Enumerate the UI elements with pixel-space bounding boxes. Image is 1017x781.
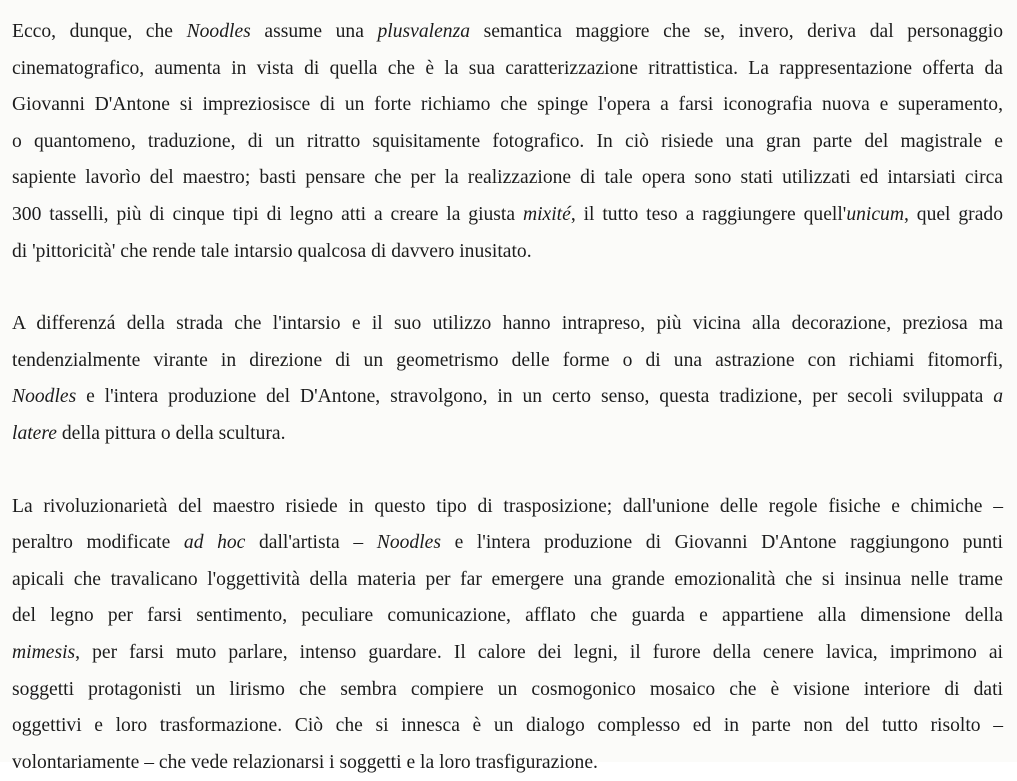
text-line: [12, 745, 1003, 781]
text-segment: sapiente lavorìo del maestro; basti pensare che per la realizzazione di tale opera sono stati utilizzati ed intarsiati circa: [12, 167, 1003, 189]
text-segment: apicali che travalicano l'oggettività della materia per far emergere una grande emozionalità che si insinua nelle trame: [12, 568, 1003, 590]
italic-text: mimesis: [12, 641, 76, 663]
text-line: [12, 489, 1003, 526]
text-segment: , quel grado: [904, 203, 1003, 225]
text-segment: A differenzá della strada che l'intarsio e il suo utilizzo hanno intrapreso, più vicina alla decorazione, preziosa ma: [12, 313, 1003, 335]
italic-text: Noodles: [186, 21, 251, 42]
paragraph-2: [12, 306, 1003, 452]
text-segment: 300 tasselli, più di cinque tipi di legno atti a creare la giusta: [12, 203, 523, 225]
text-body: [12, 14, 1003, 781]
italic-text: ad hoc: [183, 532, 246, 554]
text-segment: semantica maggiore che se, invero, deriva dal personaggio: [470, 21, 1003, 42]
paragraph-1: [12, 14, 1003, 270]
italic-text: latere: [12, 422, 57, 444]
text-line: [12, 635, 1003, 672]
text-segment: o quantomeno, traduzione, di un ritratto squisitamente fotografico. In ciò risiede una gran parte del magistrale e: [12, 130, 1003, 152]
text-line: [12, 379, 1003, 416]
text-line: [12, 197, 1003, 234]
text-segment: del legno per farsi sentimento, peculiare comunicazione, afflato che guarda e appartiene alla dimensione della: [12, 605, 1003, 627]
text-line: [12, 234, 1003, 271]
text-line: [12, 598, 1003, 635]
text-segment: Ecco, dunque, che: [12, 21, 187, 42]
italic-text: Noodles: [376, 532, 441, 554]
text-line: [12, 51, 1003, 88]
text-line: [12, 87, 1003, 124]
text-segment: , per farsi muto parlare, intenso guardare. Il calore dei legni, il furore della cenere lavica, imprimono ai: [75, 641, 1003, 663]
text-segment: volontariamente – che vede relazionarsi i soggetti e la loro trasfigurazione.: [12, 751, 598, 773]
text-segment: soggetti protagonisti un lirismo che sembra compiere un cosmogonico mosaico che è visione interiore di dati: [12, 678, 1003, 700]
text-segment: cinematografico, aumenta in vista di quella che è la sua caratterizzazione ritrattistica. La rappresentazione offerta da: [12, 57, 1003, 79]
text-line: [12, 708, 1003, 745]
text-segment: dall'artista –: [245, 532, 377, 554]
italic-text: a: [993, 386, 1003, 408]
text-segment: , il tutto teso a raggiungere quell': [570, 203, 847, 225]
text-line: [12, 124, 1003, 161]
paragraph-3: [12, 489, 1003, 781]
text-segment: di 'pittoricità' che rende tale intarsio qualcosa di davvero inusitato.: [12, 240, 532, 262]
text-segment: e l'intera produzione di Giovanni D'Antone raggiungono punti: [440, 532, 1003, 554]
text-segment: e l'intera produzione del D'Antone, stravolgono, in un certo senso, questa tradizione, per secoli sviluppata: [76, 386, 994, 408]
italic-text: Noodles: [12, 386, 77, 408]
text-line: [12, 306, 1003, 343]
italic-text: plusvalenza: [377, 21, 471, 42]
text-segment: peraltro modificate: [12, 532, 184, 554]
text-segment: Giovanni D'Antone si impreziosisce di un forte richiamo che spinge l'opera a farsi iconografia nuova e superamento,: [12, 94, 1003, 116]
text-line: [12, 14, 1003, 51]
text-line: [12, 562, 1003, 599]
italic-text: unicum: [846, 203, 904, 225]
text-segment: tendenzialmente virante in direzione di un geometrismo delle forme o di una astrazione con richiami fitomorfi,: [12, 349, 1003, 371]
italic-text: mixité: [522, 203, 571, 225]
text-segment: oggettivi e loro trasformazione. Ciò che si innesca è un dialogo complesso ed in parte non del tutto risolto –: [12, 715, 1003, 737]
text-segment: assume una: [250, 21, 378, 42]
text-line: [12, 416, 1003, 453]
text-segment: La rivoluzionarietà del maestro risiede in questo tipo di trasposizione; dall'unione delle regole fisiche e chimiche –: [12, 495, 1003, 517]
text-line: [12, 160, 1003, 197]
text-line: [12, 343, 1003, 380]
text-line: [12, 672, 1003, 709]
text-line: [12, 525, 1003, 562]
text-segment: della pittura o della scultura.: [56, 422, 286, 444]
